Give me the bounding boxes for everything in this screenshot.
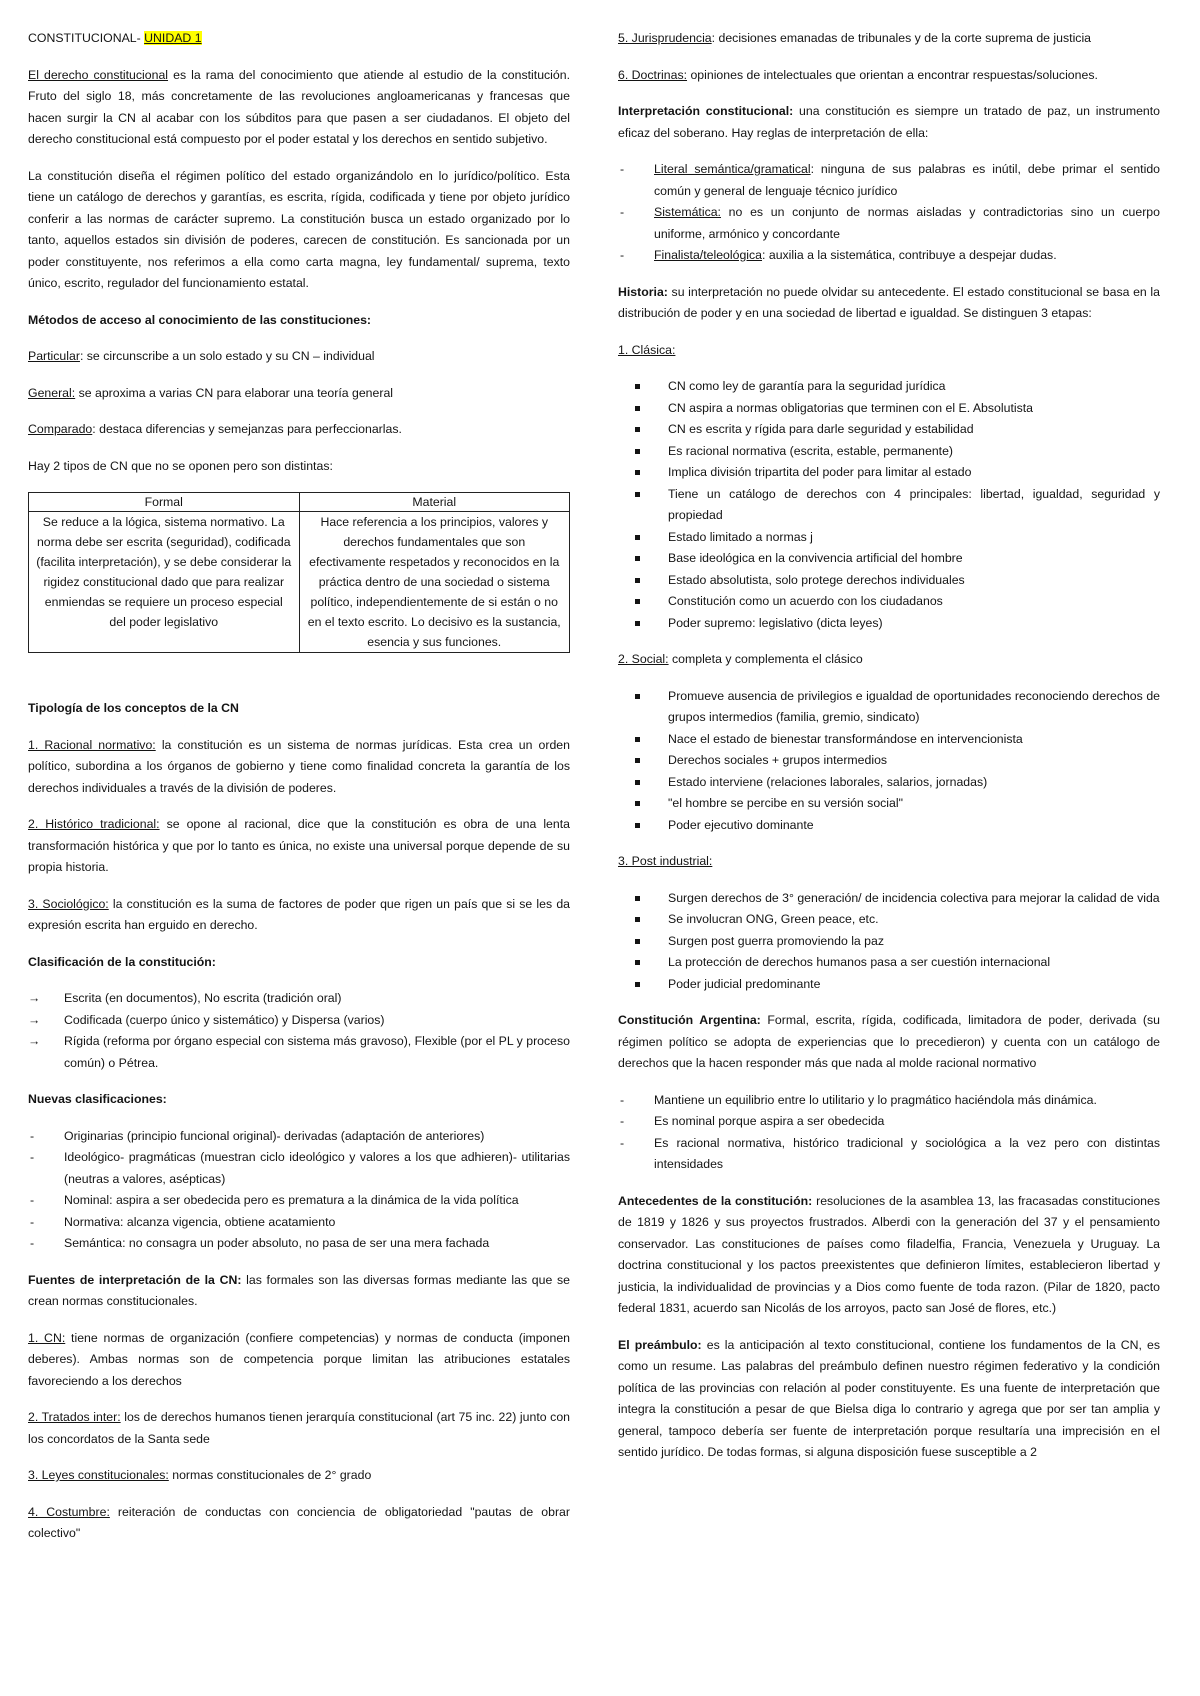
table-row [29,512,570,653]
list-item: - Literal semántica/gramatical: ninguna de sus palabras es inútil, debe primar el sentido común y general de lenguaje técnico jurídico [618,159,1160,202]
table-header: Material [299,493,570,512]
list-item: - Originarias (principio funcional original)- derivadas (adaptación de anteriores) [28,1126,570,1148]
method-general: General: se aproxima a varias CN para elaborar una teoría general [28,385,394,400]
right-column [618,28,1160,1696]
list-item: Implica división tripartita del poder para limitar al estado [618,462,1160,484]
typology-heading: Tipología de los conceptos de la CN [28,701,239,715]
types-intro: Hay 2 tipos de CN que no se oponen pero son distintas: [28,458,333,473]
source-item: 1. CN: tiene normas de organización (confiere competencias) y normas de conducta (imponen deberes). Ambas normas son de competencia porque limitan las atribuciones estatales favoreciendo a los derechos [28,1330,571,1388]
list-item: CN como ley de garantía para la seguridad jurídica [618,376,1160,398]
list-item: Base ideológica en la convivencia artificial del hombre [618,548,1160,570]
stage-social-list [618,686,1160,837]
list-item: La protección de derechos humanos pasa a ser cuestión internacional [618,952,1160,974]
antecedents-paragraph: Antecedentes de la constitución: resoluciones de la asamblea 13, las fracasadas constituciones de 1819 y 1826 y sus proyectos frustrados. Alberdi con la generación del 37 y el pensamiento conservador. Las constituciones de países como filadelfia, Francia, Venezuela y Uruguay. La doctrina constitucional y los pactos preexistentes que definieron límites, establecieron libertad y justicia, la individualidad de provincias y a Dios como fuente de toda razon. (Pilar de 1820, pacto federal 1831, acuerdo san Nicolás de los arroyos, pacto san José de flores, etc.) [618,1193,1161,1315]
list-item: Derechos sociales + grupos intermedios [618,750,1160,772]
list-item: Poder ejecutivo dominante [618,815,1160,837]
new-classifications-heading: Nuevas clasificaciones: [28,1092,167,1106]
typology-item: 3. Sociológico: la constitución es la suma de factores de poder que rigen un país que si se les da expresión escrita han erguido en derecho. [28,896,570,932]
list-item: - Ideológico- pragmáticas (muestran ciclo ideológico y valores a los que adhieren)- utilitarias (neutras a valores, asépticas) [28,1147,570,1190]
list-item: Estado interviene (relaciones laborales, salarios, jornadas) [618,772,1160,794]
list-item: - Normativa: alcanza vigencia, obtiene acatamiento [28,1212,570,1234]
history-paragraph: Historia: su interpretación no puede olvidar su antecedente. El estado constitucional se basa en la distribución de poder y en una sociedad de libertad e igualdad. Se distinguen 3 etapas: [618,284,1160,320]
list-item: Poder supremo: legislativo (dicta leyes) [618,613,1160,635]
left-column [28,28,570,1696]
list-item: - Sistemática: no es un conjunto de normas aisladas y contradictorias sino un cuerpo uniforme, armónico y concordante [618,202,1160,245]
classification-list [28,988,570,1074]
list-item: Estado limitado a normas j [618,527,1160,549]
source-item: 5. Jurisprudencia: decisiones emanadas de tribunales y de la corte suprema de justicia [618,31,1092,45]
table-cell: Hace referencia a los principios, valores y derechos fundamentales que son efectivamente respetados y reconocidos en la práctica dentro de una sociedad o sistema político, independientemente de si están o no en el texto escrito. Lo decisivo es la sustancia, esencia y sus funciones. [299,512,570,653]
list-item: Constitución como un acuerdo con los ciudadanos [618,591,1160,613]
classification-heading: Clasificación de la constitución: [28,954,216,969]
list-item: "el hombre se percibe en su versión social" [618,793,1160,815]
list-item: Estado absolutista, solo protege derechos individuales [618,570,1160,592]
method-particular: Particular: se circunscribe a un solo estado y su CN – individual [28,349,375,363]
list-item: Nace el estado de bienestar transformándose en intervencionista [618,729,1160,751]
stage-postindustrial-heading: 3. Post industrial: [618,854,713,868]
stage-classic-list [618,376,1160,634]
stage-postindustrial-list [618,888,1160,996]
list-item: → Codificada (cuerpo único y sistemático) y Dispersa (varios) [28,1010,570,1032]
list-item: Promueve ausencia de privilegios e igualdad de oportunidades reconociendo derechos de grupos intermedios (familia, gremio, sindicato) [618,686,1160,729]
stage-classic-heading: 1. Clásica: [618,342,676,357]
source-item: 6. Doctrinas: opiniones de intelectuales que orientan a encontrar respuestas/soluciones. [618,67,1098,82]
list-item: CN aspira a normas obligatorias que terminen con el E. Absolutista [618,398,1160,420]
document-title: CONSTITUCIONAL- UNIDAD 1 [28,31,202,45]
preamble-paragraph: El preámbulo: es la anticipación al texto constitucional, contiene los fundamentos de la CN, es como un resume. Las palabras del preámbulo definen nuestro régimen federativo y la condición política de las provincias con relación al poder constituyente. Es una fuente de interpretación que integra la constitución a pesar de que Bielsa diga lo contrario y agrega que por ser tan amplia y general, tampoco debería ser fuente de interpretación porque resultaría una imprecisión en el sentido jurídico. De todas formas, si alguna disposición fuese susceptible a 2 [618,1337,1160,1459]
methods-heading: Métodos de acceso al conocimiento de las constituciones: [28,312,372,327]
list-item: - Finalista/teleológica: auxilia a la sistemática, contribuye a despejar dudas. [618,245,1160,267]
formal-material-table [28,492,570,653]
table-header: Formal [29,493,300,512]
list-item: - Mantiene un equilibrio entre lo utilitario y lo pragmático haciéndola más dinámica. [618,1090,1160,1112]
source-item: 3. Leyes constitucionales: normas constitucionales de 2° grado [28,1468,372,1482]
sources-paragraph: Fuentes de interpretación de la CN: las formales son las diversas formas mediante las que se crean normas constitucionales. [28,1272,570,1308]
source-item: 4. Costumbre: reiteración de conductas con conciencia de obligatoriedad "pautas de obrar colectivo" [28,1504,570,1540]
list-item: - Nominal: aspira a ser obedecida pero es prematura a la dinámica de la vida política [28,1190,570,1212]
list-item: - Semántica: no consagra un poder absoluto, no pasa de ser una mera fachada [28,1233,570,1255]
list-item: - Es nominal porque aspira a ser obedecida [618,1111,1160,1133]
interpretation-rules-list [618,159,1160,267]
table-cell: Se reduce a la lógica, sistema normativo. La norma debe ser escrita (seguridad), codificada (facilita interpretación), y se debe considerar la rigidez constitucional dado que para realizar enmiendas se requiere un proceso especial del poder legislativo [29,512,300,653]
stage-social-heading: 2. Social: completa y complementa el clásico [618,652,863,666]
argentina-paragraph: Constitución Argentina: Formal, escrita, rígida, codificada, limitadora de poder, derivada (su régimen político se adopta de experiencias que lo precedieron) y cuenta con un catálogo de derechos que la hacen responder más que nada al molde racional normativo [618,1013,1160,1070]
method-comparado: Comparado: destaca diferencias y semejanzas para perfeccionarlas. [28,422,402,436]
list-item: Se involucran ONG, Green peace, etc. [618,909,1160,931]
list-item: Poder judicial predominante [618,974,1160,996]
list-item: CN es escrita y rígida para darle seguridad y estabilidad [618,419,1160,441]
constitution-paragraph: La constitución diseña el régimen político del estado organizándolo en lo jurídico/político. Esta tiene un catálogo de derechos y garantías, es escrita, rígida, codificada y tiene por objeto jurídico conferir a las normas de carácter supremo. La constitución busca un estado organizado por lo tanto, aquellos estados sin división de poderes, carecen de constitución. Es sancionada por un poder constituyente, nos referimos a ella como carta magna, ley fundamental/ suprema, texto único, escrito, regulador del funcionamiento estatal. [28,168,570,290]
list-item: Tiene un catálogo de derechos con 4 principales: libertad, igualdad, seguridad y propiedad [618,484,1160,527]
list-item: - Es racional normativa, histórico tradicional y sociológica a la vez pero con distintas intensidades [618,1133,1160,1176]
source-item: 2. Tratados inter: los de derechos humanos tienen jerarquía constitucional (art 75 inc. 22) junto con los concordatos de la Santa sede [28,1410,570,1446]
typology-item: 2. Histórico tradicional: se opone al racional, dice que la constitución es obra de una lenta transformación histórica y que por lo tanto es única, no existe una universal porque depende de su propia historia. [28,817,570,874]
list-item: Es racional normativa (escrita, estable, permanente) [618,441,1160,463]
interpretation-paragraph: Interpretación constitucional: una constitución es siempre un tratado de paz, un instrumento eficaz del soberano. Hay reglas de interpretación de ella: [618,104,1161,140]
argentina-list [618,1090,1160,1176]
unit-highlight: UNIDAD 1 [144,31,202,45]
list-item: → Escrita (en documentos), No escrita (tradición oral) [28,988,570,1010]
table-header-row [29,493,570,512]
list-item: Surgen derechos de 3° generación/ de incidencia colectiva para mejorar la calidad de vida [618,888,1160,910]
new-classifications-list [28,1126,570,1255]
typology-item: 1. Racional normativo: la constitución es un sistema de normas jurídicas. Esta crea un orden político, subordina a los órganos de gobierno y tiene como finalidad concreta la garantía de los derechos individuales a través de la división de poderes. [28,737,570,795]
definition-paragraph: El derecho constitucional es la rama del conocimiento que atiende al estudio de la constitución. Fruto del siglo 18, más concretamente de las revoluciones angloamericanas y francesas que hacen surgir la CN al acabar con los súbditos para que pasen a ser ciudadanos. El objeto del derecho constitucional está compuesto por el poder estatal y los derechos en sentido subjetivo. [28,67,571,146]
list-item: Surgen post guerra promoviendo la paz [618,931,1160,953]
list-item: → Rígida (reforma por órgano especial con sistema más gravoso), Flexible (por el PL y proceso común) o Pétrea. [28,1031,570,1074]
